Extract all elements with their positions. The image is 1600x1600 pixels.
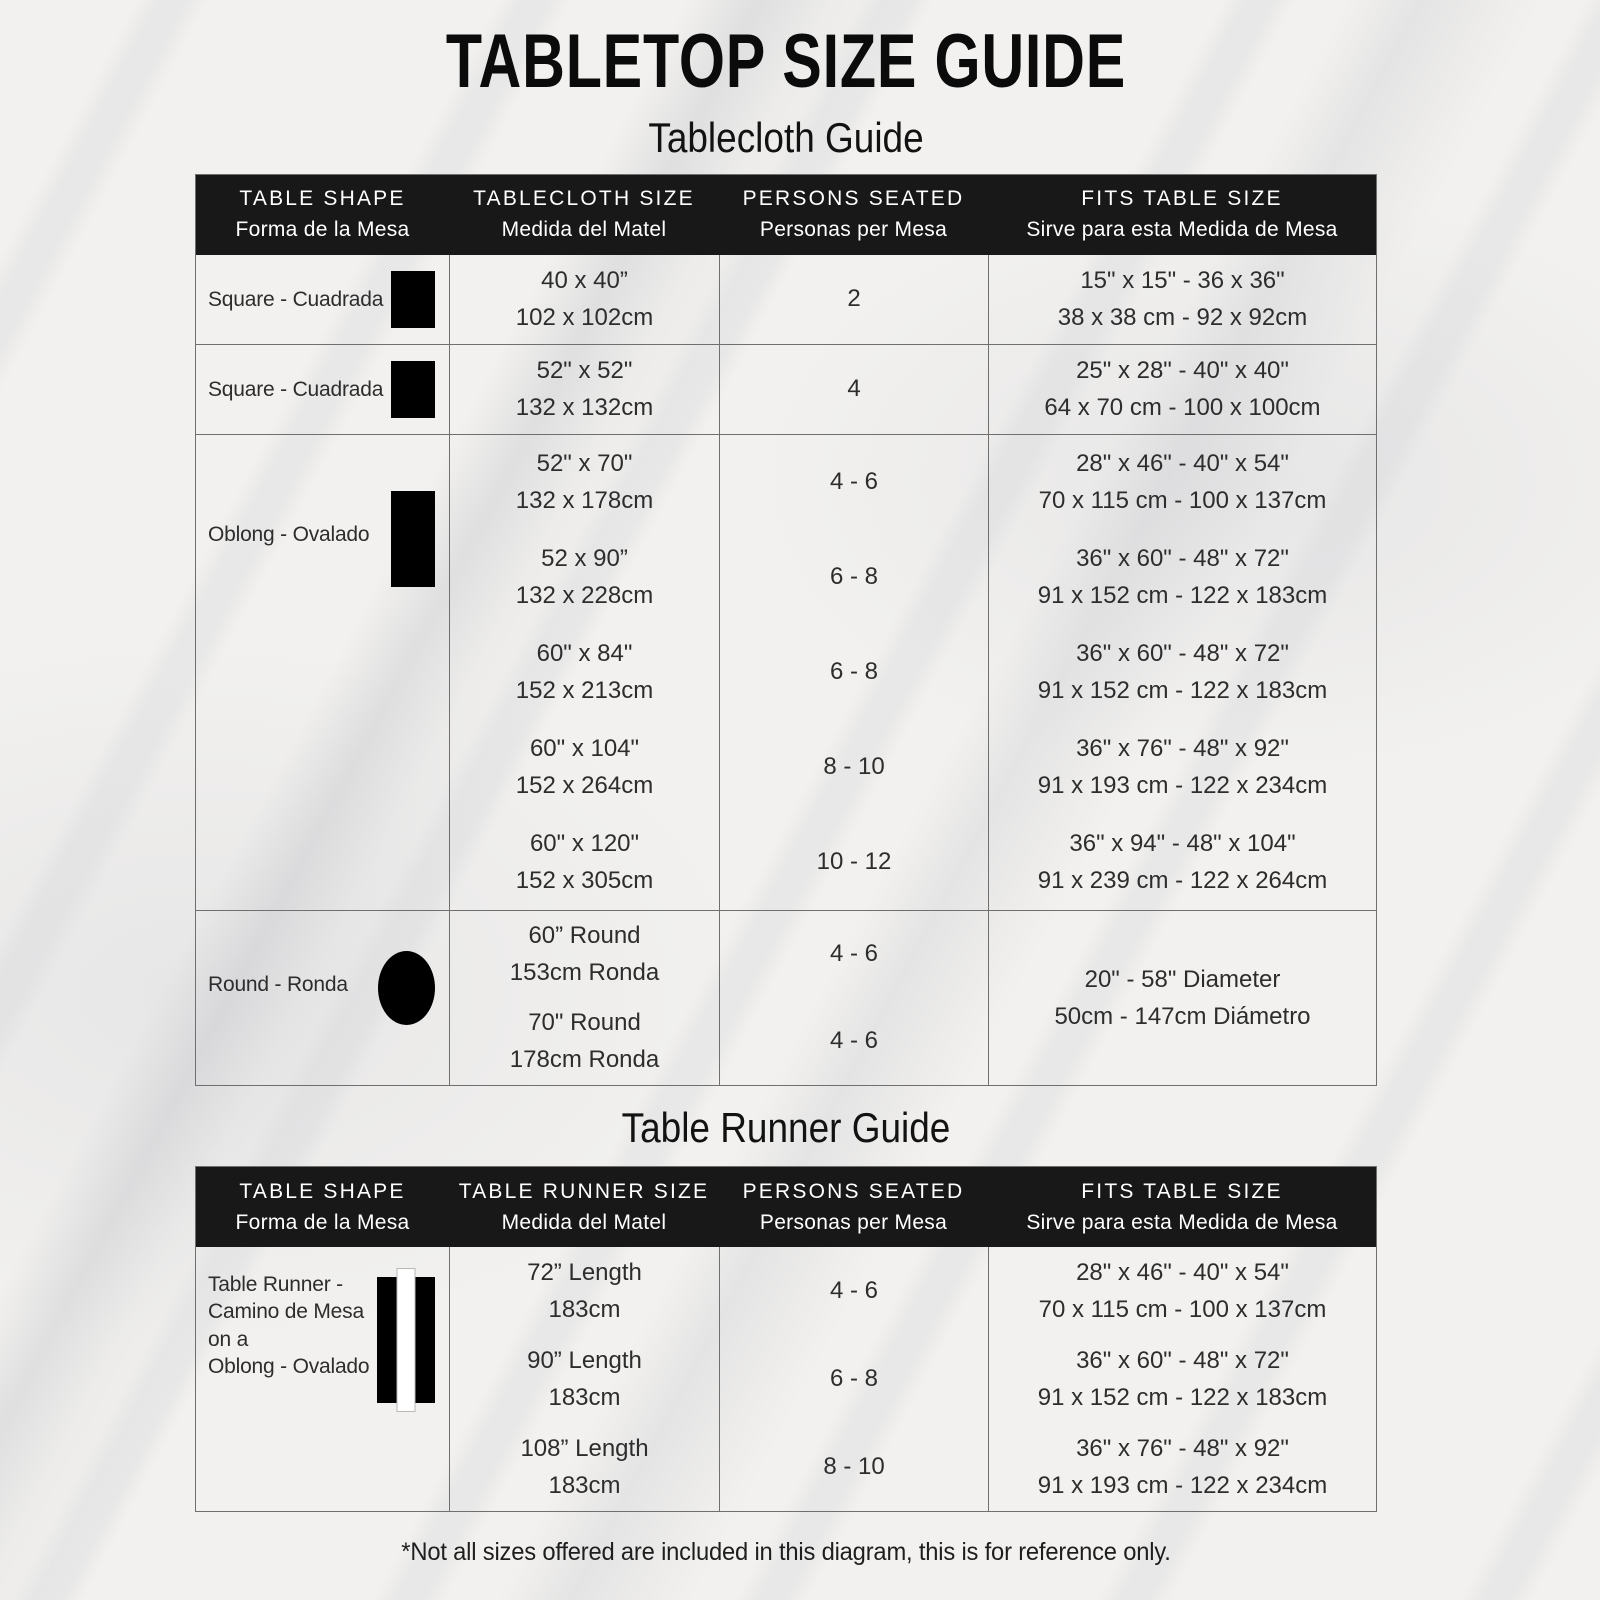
tablecloth-guide-section [195,114,1377,1086]
column-header [988,1167,1376,1247]
fits-table-size-cell [988,1423,1376,1511]
size-text: 70" Round [528,1009,641,1037]
fits-table-size-cell [988,345,1376,434]
fits-text: 36" x 76" - 48" x 92" [1076,1435,1289,1462]
table-section [196,1247,1376,1511]
shape-label-line: Square - Cuadrada [208,287,384,311]
fits-text: 25" x 28" - 40" x 40" [1076,357,1289,385]
size-cell [449,998,719,1085]
fits-text: 36" x 60" - 48" x 72" [1076,1347,1289,1374]
column-header-primary: FITS TABLE SIZE [1081,1179,1283,1203]
size-text: 178cm Ronda [509,1046,660,1074]
column-header-primary: TABLECLOTH SIZE [473,187,695,211]
persons-seated-cell: 4 - 6 [719,435,988,530]
tablecloth-guide-title: Tablecloth Guide [648,113,924,161]
size-text: 72” Length [527,1259,642,1286]
persons-seated-cell: 4 - 6 [719,998,988,1085]
fits-text: 38 x 38 cm - 92 x 92cm [1057,304,1308,332]
size-text: 153cm Ronda [509,959,660,987]
table-section [196,910,1376,1085]
shape-label [208,376,383,403]
size-text: 152 x 213cm [515,677,654,705]
column-header-secondary: Forma de la Mesa [235,218,410,242]
fits-table-size-cell-merged [988,911,1376,1085]
persons-seated-cell: 8 - 10 [719,1423,988,1511]
page-title: TABLETOP SIZE GUIDE [445,19,1127,104]
shape-label [208,521,369,548]
fits-text: 91 x 152 cm - 122 x 183cm [1037,582,1328,610]
column-header-primary: PERSONS SEATED [742,187,965,211]
size-text: 152 x 264cm [515,772,654,800]
fits-text: 64 x 70 cm - 100 x 100cm [1044,394,1321,422]
runner-guide-section [195,1104,1377,1512]
size-cell [449,1423,719,1511]
shape-label-line: Round - Ronda [208,972,348,996]
fits-text: 91 x 152 cm - 122 x 183cm [1037,677,1328,705]
fits-text: 20" - 58" Diameter [1084,965,1281,993]
runner-shape-icon [377,1277,435,1403]
size-cell [449,255,719,344]
fits-table-size-cell [988,720,1376,815]
table-header-row [196,175,1376,255]
shape-cell [196,435,449,910]
column-header [719,1167,988,1247]
fits-text: 15" x 15" - 36 x 36" [1080,267,1285,295]
shape-label-line: Table Runner - [208,1273,343,1297]
fits-text: 36" x 60" - 48" x 72" [1076,640,1289,668]
size-cell [449,345,719,434]
fits-table-size-cell [988,1247,1376,1335]
fits-text: 36" x 76" - 48" x 92" [1076,735,1289,763]
size-text: 60" x 120" [529,830,640,858]
fits-text: 50cm - 147cm Diámetro [1054,1002,1311,1030]
size-text: 60” Round [528,922,641,950]
column-header-primary: PERSONS SEATED [742,1179,965,1203]
fits-text: 91 x 239 cm - 122 x 264cm [1037,867,1328,895]
size-text: 60" x 84" [536,640,633,668]
shape-label [208,286,383,313]
shape-cell [196,911,449,1085]
shape-label-line: Camino de Mesa [208,1300,364,1324]
runner-guide-table [195,1166,1377,1512]
persons-seated-cell: 6 - 8 [719,625,988,720]
column-header-secondary: Personas per Mesa [759,1210,948,1234]
persons-seated-cell: 4 - 6 [719,1247,988,1335]
size-text: 132 x 228cm [515,582,654,610]
fits-text: 91 x 152 cm - 122 x 183cm [1037,1384,1328,1412]
size-text: 132 x 132cm [515,394,654,422]
size-text: 183cm [548,1296,621,1324]
fits-text: 36" x 60" - 48" x 72" [1076,545,1289,573]
runner-stripe [397,1268,416,1412]
fits-table-size-cell [988,815,1376,910]
shape-cell [196,345,449,434]
table-header-row [196,1167,1376,1247]
size-cell [449,1247,719,1335]
column-header-secondary: Medida del Matel [501,218,667,242]
column-header [196,1167,449,1247]
size-text: 183cm [548,1472,621,1500]
fits-text: 70 x 115 cm - 100 x 137cm [1038,487,1327,515]
column-header [988,175,1376,255]
persons-seated-cell: 2 [719,255,988,344]
shape-label-line: Square - Cuadrada [208,377,384,401]
size-text: 132 x 178cm [515,487,654,515]
column-header [196,175,449,255]
column-header [719,175,988,255]
tablecloth-guide-table [195,174,1377,1086]
persons-seated-cell: 4 [719,345,988,434]
persons-seated-cell: 8 - 10 [719,720,988,815]
size-cell [449,911,719,998]
size-text: 102 x 102cm [515,304,654,332]
fits-text: 91 x 193 cm - 122 x 234cm [1037,772,1328,800]
column-header-secondary: Sirve para esta Medida de Mesa [1026,1210,1338,1234]
fits-text: 28" x 46" - 40" x 54" [1076,1259,1289,1286]
size-text: 52 x 90” [541,545,628,573]
column-header-primary: TABLE RUNNER SIZE [458,1179,710,1203]
persons-seated-cell: 6 - 8 [719,1335,988,1423]
shape-label [208,1271,369,1380]
fits-table-size-cell [988,255,1376,344]
square-shape-icon [391,271,435,328]
size-text: 40 x 40” [541,267,628,295]
size-cell [449,625,719,720]
size-text: 183cm [548,1384,621,1412]
size-cell [449,435,719,530]
fits-table-size-cell [988,1335,1376,1423]
table-section [196,255,1376,344]
round-shape-icon [378,951,435,1025]
persons-seated-cell: 10 - 12 [719,815,988,910]
fits-text: 28" x 46" - 40" x 54" [1076,450,1289,478]
shape-label [208,971,348,998]
fits-table-size-cell [988,625,1376,720]
fits-table-size-cell [988,435,1376,530]
oblong-shape-icon [391,491,435,587]
fits-table-size-cell [988,530,1376,625]
runner-guide-title: Table Runner Guide [621,1103,951,1151]
table-section [196,434,1376,910]
fits-text: 70 x 115 cm - 100 x 137cm [1038,1296,1327,1324]
size-text: 108” Length [520,1435,649,1462]
size-text: 152 x 305cm [515,867,654,895]
shape-cell [196,1247,449,1511]
persons-seated-cell: 4 - 6 [719,911,988,998]
fits-text: 36" x 94" - 48" x 104" [1069,830,1296,858]
shape-label-line: Oblong - Ovalado [208,1355,370,1379]
shape-label-line: Oblong - Ovalado [208,522,370,546]
size-cell [449,1335,719,1423]
size-text: 52" x 70" [536,450,633,478]
size-cell [449,530,719,625]
size-text: 52" x 52" [536,357,633,385]
column-header-primary: TABLE SHAPE [239,1179,406,1203]
shape-label-line: on a [208,1327,249,1351]
column-header-secondary: Forma de la Mesa [235,1210,410,1234]
size-cell [449,815,719,910]
persons-seated-cell: 6 - 8 [719,530,988,625]
content-column [195,20,1377,1567]
footnote: *Not all sizes offered are included in this diagram, this is for reference only. [401,1538,1171,1567]
fits-text: 91 x 193 cm - 122 x 234cm [1037,1472,1328,1500]
size-text: 60" x 104" [529,735,640,763]
column-header-primary: FITS TABLE SIZE [1081,187,1283,211]
size-text: 90” Length [527,1347,642,1374]
column-header-primary: TABLE SHAPE [239,187,406,211]
shape-cell [196,255,449,344]
column-header-secondary: Personas per Mesa [759,218,948,242]
square-shape-icon [391,361,435,418]
column-header-secondary: Sirve para esta Medida de Mesa [1026,218,1338,242]
column-header [449,175,719,255]
table-section [196,344,1376,434]
size-cell [449,720,719,815]
column-header [449,1167,719,1247]
column-header-secondary: Medida del Matel [501,1210,667,1234]
